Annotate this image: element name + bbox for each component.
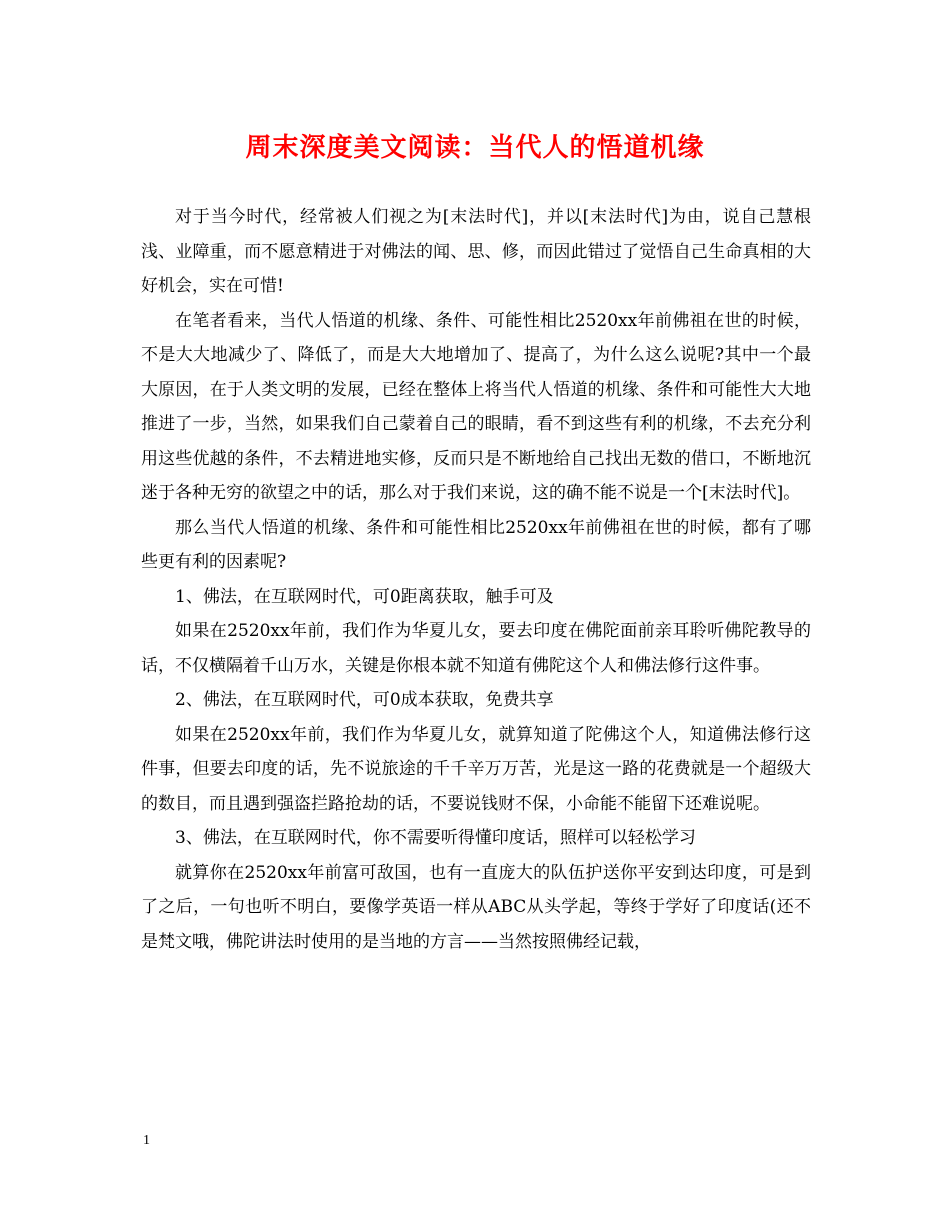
paragraph-4: 如果在2520xx年前，我们作为华夏儿女，要去印度在佛陀面前亲耳聆听佛陀教导的话，不仅横隔着千山万水，关键是你根本就不知道有佛陀这个人和佛法修行这件事。 — [141, 621, 811, 676]
paragraph-1: 对于当今时代，经常被人们视之为[末法时代]，并以[末法时代]为由，说自己慧根浅、业障重，而不愿意精进于对佛法的闻、思、修，而因此错过了觉悟自己生命真相的大好机会，实在可惜! — [141, 207, 811, 296]
article-body — [141, 200, 811, 959]
paragraph-3: 那么当代人悟道的机缘、条件和可能性相比2520xx年前佛祖在世的时候，都有了哪些更有利的因素呢? — [141, 517, 811, 572]
section-heading-3: 3、佛法，在互联网时代，你不需要听得懂印度话，照样可以轻松学习 — [175, 828, 696, 848]
paragraph-2: 在笔者看来，当代人悟道的机缘、条件、可能性相比2520xx年前佛祖在世的时候，不是大大地减少了、降低了，而是大大地增加了、提高了，为什么这么说呢?其中一个最大原因，在于人类文明的发展，已经在整体上将当代人悟道的机缘、条件和可能性大大地推进了一步，当然，如果我们自己蒙着自己的眼睛，看不到这些有利的机缘，不去充分利用这些优越的条件，不去精进地实修，反而只是不断地给自己找出无数的借口，不断地沉迷于各种无穷的欲望之中的话，那么对于我们来说，这的确不能不说是一个[末法时代]。 — [141, 310, 811, 503]
section-heading-2: 2、佛法，在互联网时代，可0成本获取，免费共享 — [175, 690, 554, 710]
paragraph-5: 如果在2520xx年前，我们作为华夏儿女，就算知道了陀佛这个人，知道佛法修行这件事，但要去印度的话，先不说旅途的千千辛万万苦，光是这一路的花费就是一个超级大的数目，而且遇到强盗拦路抢劫的话，不要说钱财不保，小命能不能留下还难说呢。 — [141, 724, 811, 814]
paragraph-6: 就算你在2520xx年前富可敌国，也有一直庞大的队伍护送你平安到达印度，可是到了之后，一句也听不明白，要像学英语一样从ABC从头学起，等终于学好了印度话(还不是梵文哦，佛陀讲法时使用的是当地的方言——当然按照佛经记载， — [141, 862, 811, 952]
page-title: 周末深度美文阅读：当代人的悟道机缘 — [245, 133, 705, 163]
page-number: 1 — [143, 1133, 150, 1148]
section-heading-1: 1、佛法，在互联网时代，可0距离获取，触手可及 — [175, 586, 554, 607]
